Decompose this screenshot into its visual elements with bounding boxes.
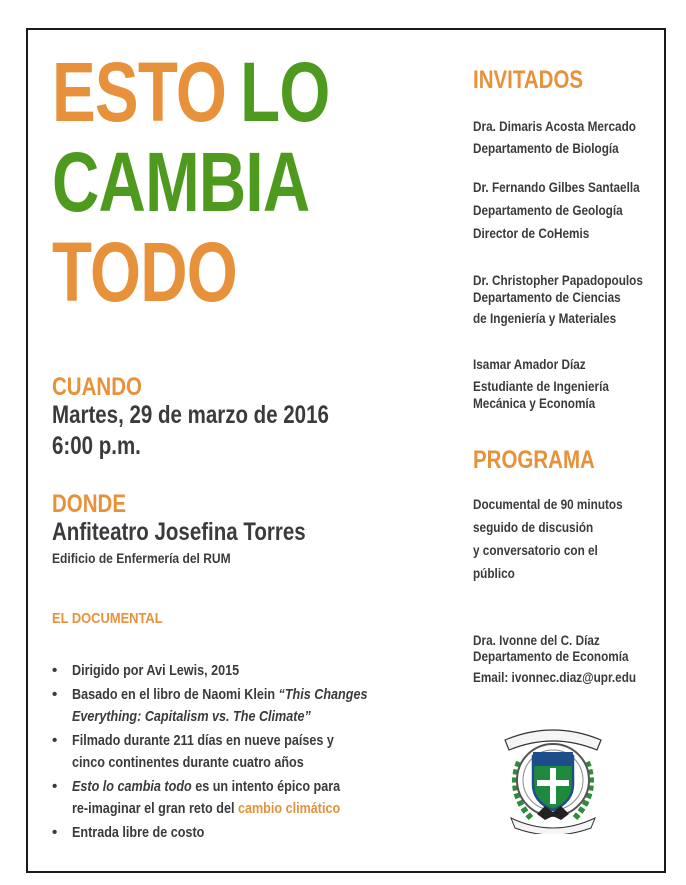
bullet-dot-icon: • bbox=[52, 778, 58, 795]
cuando-heading: CUANDO bbox=[52, 373, 142, 401]
guest-2-name: Dr. Fernando Gilbes Santaella bbox=[473, 179, 640, 195]
bullet-item: • Basado en el libro de Naomi Klein “This Changes Everything: Capitalism vs. The Climate” bbox=[52, 686, 368, 725]
title-word-cambia: CAMBIA bbox=[52, 135, 310, 229]
bullet-item: • Filmado durante 211 días en nueve países y cinco continentes durante cuatro años bbox=[52, 732, 334, 771]
guest-3-dept: Departamento de Ciencias bbox=[473, 289, 621, 305]
guest-3-name: Dr. Christopher Papadopoulos bbox=[473, 272, 643, 288]
contact-email: Email: ivonnec.diaz@upr.edu bbox=[473, 669, 637, 685]
contact-dept: Departamento de Economía bbox=[473, 648, 629, 664]
title-word-lo: LO bbox=[240, 45, 330, 139]
event-building: Edificio de Enfermería del RUM bbox=[52, 550, 231, 566]
programa-heading: PROGRAMA bbox=[473, 446, 595, 474]
bullet-dot-icon: • bbox=[52, 686, 58, 703]
economics-department-seal-logo bbox=[497, 722, 609, 834]
guest-3-dept-2: de Ingeniería y Materiales bbox=[473, 310, 617, 326]
title-line-1 bbox=[52, 45, 330, 139]
programa-line-1: Documental de 90 minutos bbox=[473, 496, 623, 512]
bullet-dot-icon: • bbox=[52, 732, 58, 749]
bullet-item: • Dirigido por Avi Lewis, 2015 bbox=[50, 660, 430, 682]
title-word-esto: ESTO bbox=[52, 45, 227, 139]
guest-4-program: Mecánica y Economía bbox=[473, 395, 596, 411]
invitados-heading: INVITADOS bbox=[473, 66, 584, 94]
bullet-item: • Esto lo cambia todo es un intento épico para re-imaginar el gran reto del cambio climático bbox=[52, 778, 341, 817]
documental-bullet-list bbox=[50, 660, 430, 846]
guest-2-role: Director de CoHemis bbox=[473, 225, 590, 241]
event-date: Martes, 29 de marzo de 2016 bbox=[52, 401, 329, 429]
guest-1-dept: Departamento de Biología bbox=[473, 140, 619, 156]
programa-line-2: seguido de discusión bbox=[473, 519, 594, 535]
guest-1-name: Dra. Dimaris Acosta Mercado bbox=[473, 118, 636, 134]
bullet-item: • Entrada libre de costo bbox=[50, 822, 430, 844]
event-time: 6:00 p.m. bbox=[52, 432, 141, 460]
guest-4-role: Estudiante de Ingeniería bbox=[473, 378, 609, 394]
programa-line-4: público bbox=[473, 565, 515, 581]
donde-heading: DONDE bbox=[52, 490, 127, 518]
bullet-dot-icon: • bbox=[52, 824, 58, 841]
documental-heading: EL DOCUMENTAL bbox=[52, 610, 163, 627]
programa-line-3: y conversatorio con el bbox=[473, 542, 598, 558]
event-venue: Anfiteatro Josefina Torres bbox=[52, 518, 306, 546]
title-word-todo: TODO bbox=[52, 225, 237, 319]
bullet-dot-icon: • bbox=[52, 662, 58, 679]
contact-name: Dra. Ivonne del C. Díaz bbox=[473, 632, 600, 648]
guest-2-dept: Departamento de Geología bbox=[473, 202, 623, 218]
guest-4-name: Isamar Amador Díaz bbox=[473, 356, 586, 372]
